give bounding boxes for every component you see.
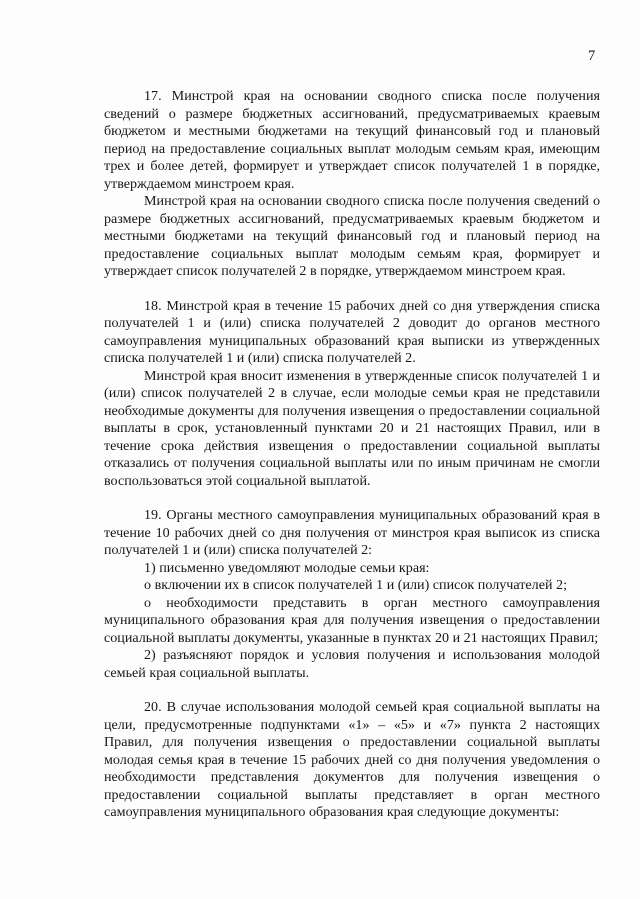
document-body [104,88,600,822]
paragraph-19-item-2: 2) разъясняют порядок и условия получения и использования молодой семьей края социальной выплаты. [104,647,600,681]
paragraph-19-item-1-b: о необходимости представить в орган местного самоуправления муниципального образования края для получения извещения о предоставлении социальной выплаты документы, указанные в пунктах 20 и 21 настоящих Правил; [104,594,600,646]
paragraph-20: 20. В случае использования молодой семьей края социальной выплаты на цели, предусмотренные подпунктами «1» – «5» и «7» пункта 2 настоящих Правил, для получения извещения о предоставлении социальной выплаты молодая семья края в течение 15 рабочих дней со дня получения уведомления о необходимости представления документов для получения извещения о предоставлении социальной выплаты представляет в орган местного самоуправления муниципального образования края следующие документы: [104,699,600,820]
paragraph-19: 19. Органы местного самоуправления муниципальных образований края в течение 10 рабочих дней со дня получения от минстроя края выписок из списка получателей 1 и (или) списка получателей 2: [104,507,600,558]
paragraph-18-part-2: Минстрой края вносит изменения в утвержденные список получателей 1 и (или) список получателей 2 в случае, если молодые семьи края не представили необходимые документы для получения извещения о предоставлении социальной выплаты в срок, установленный пунктами 20 и 21 настоящих Правил, или в течение срока действия извещения о предоставлении социальной выплаты отказались от получения социальной выплаты или по иным причинам не смогли воспользоваться этой социальной выплатой. [104,367,600,489]
paragraph-19-item-1-a: о включении их в список получателей 1 и (или) список получателей 2; [144,577,567,593]
section-gap [104,490,600,507]
section-gap [104,281,600,298]
page-number: 7 [588,48,596,64]
paragraph-17: 17. Минстрой края на основании сводного списка после получения сведений о размере бюджетных ассигнований, предусматриваемых краевым бюджетом и местными бюджетами на текущий финансовый год и плановый период на предоставление социальных выплат молодым семьям края, имеющим трех и более детей, формирует и утверждает список получателей 1 в порядке, утверждаемом минстроем края. [104,88,600,192]
paragraph-18: 18. Минстрой края в течение 15 рабочих дней со дня утверждения списка получателей 1 и (или) списка получателей 2 доводит до органов местного самоуправления муниципальных образований края выписки из утвержденных списка получателей 1 и (или) списка получателей 2. [104,297,600,366]
section-gap [104,682,600,699]
paragraph-17-part-2: Минстрой края на основании сводного списка после получения сведений о размере бюджетных ассигнований, предусматриваемых краевым бюджетом и местными бюджетами на текущий финансовый год и плановый период на предоставление социальных выплат молодым семьям края, формирует и утверждает список получателей 2 в порядке, утверждаемом минстроем края. [104,193,600,279]
paragraph-19-item-1: 1) письменно уведомляют молодые семьи края: [144,559,430,576]
